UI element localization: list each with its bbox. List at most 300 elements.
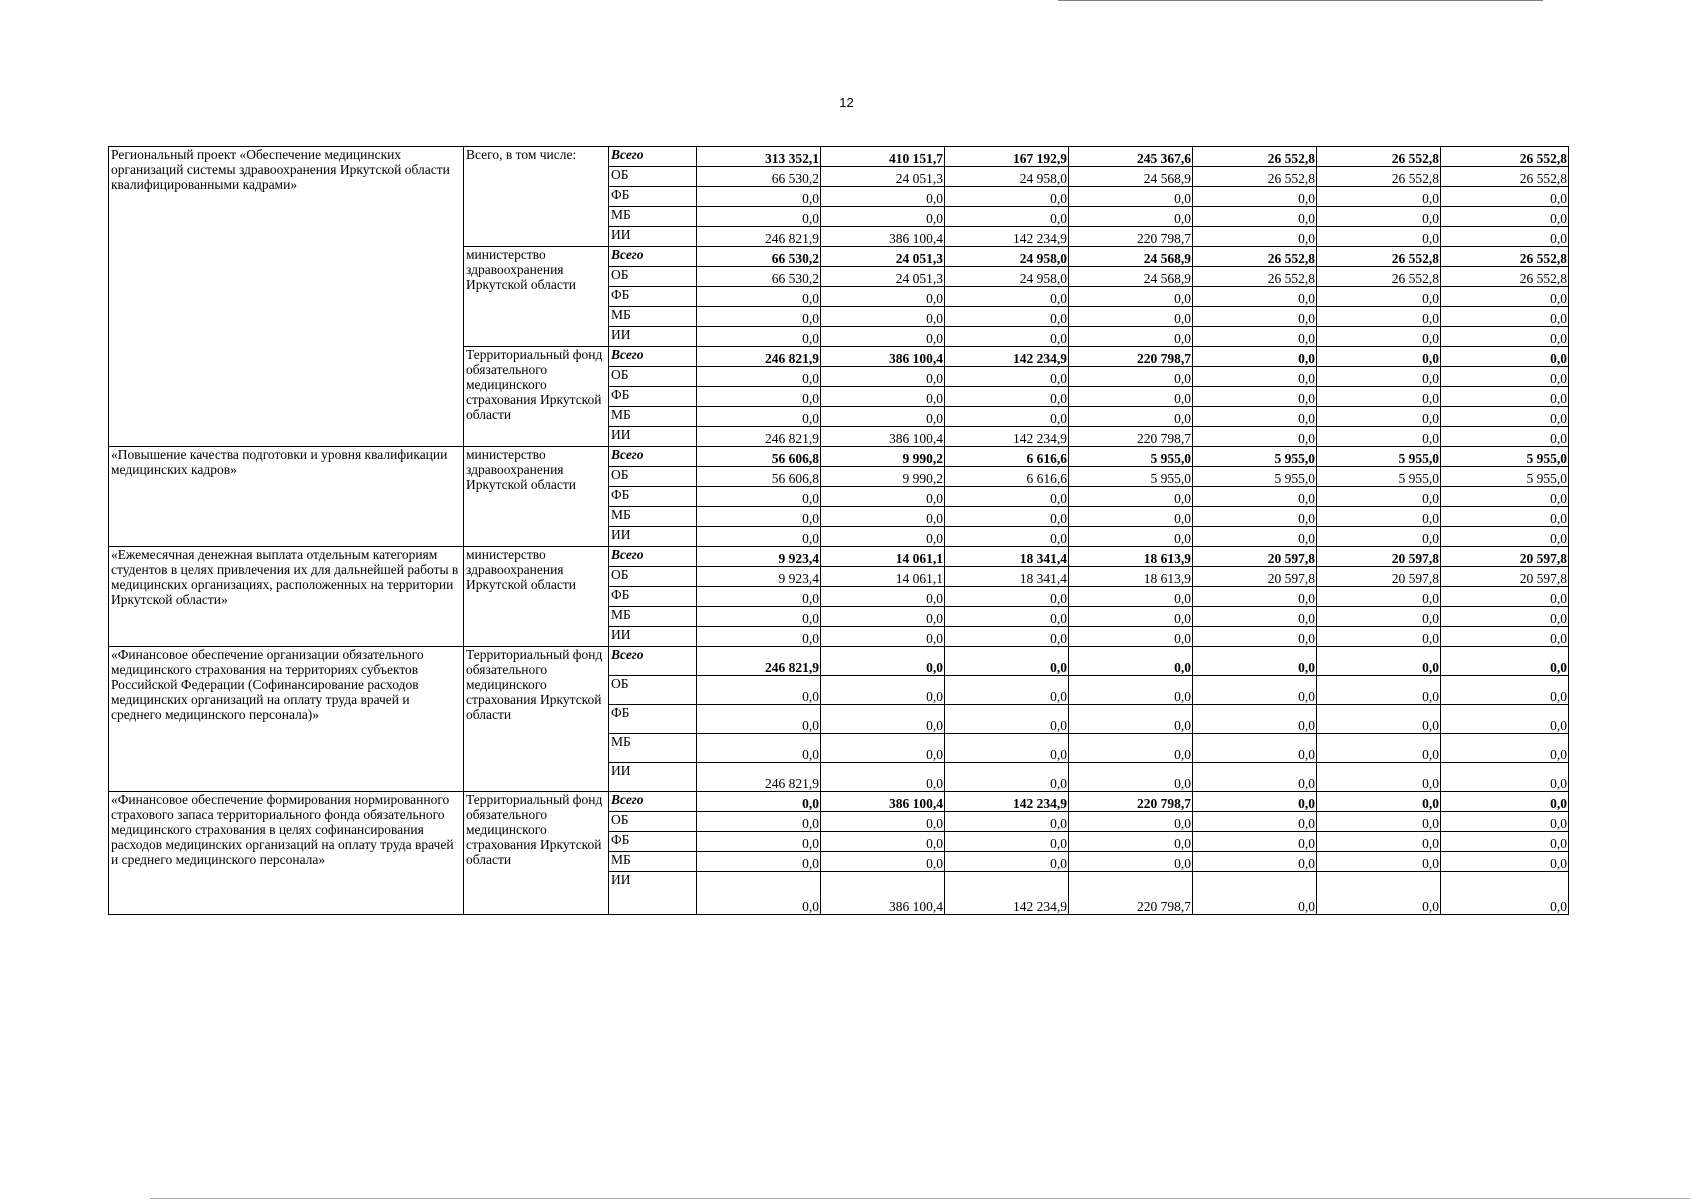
amount-cell: 24 568,9 bbox=[1069, 267, 1193, 287]
amount-cell: 0,0 bbox=[1069, 852, 1193, 872]
funding-source: ОБ bbox=[609, 676, 697, 705]
amount-cell: 0,0 bbox=[1317, 607, 1441, 627]
amount-cell: 0,0 bbox=[1193, 627, 1317, 647]
amount-cell: 0,0 bbox=[1441, 872, 1569, 915]
amount-cell: 0,0 bbox=[945, 587, 1069, 607]
amount-cell: 0,0 bbox=[1193, 507, 1317, 527]
amount-cell: 0,0 bbox=[1193, 347, 1317, 367]
amount-cell: 0,0 bbox=[1317, 207, 1441, 227]
funding-source: МБ bbox=[609, 207, 697, 227]
amount-cell: 0,0 bbox=[1193, 327, 1317, 347]
amount-cell: 0,0 bbox=[1069, 763, 1193, 792]
funding-source: ОБ bbox=[609, 812, 697, 832]
amount-cell: 0,0 bbox=[1193, 227, 1317, 247]
amount-cell: 0,0 bbox=[945, 607, 1069, 627]
amount-cell: 0,0 bbox=[1193, 427, 1317, 447]
funding-source: ИИ bbox=[609, 872, 697, 915]
amount-cell: 0,0 bbox=[821, 734, 945, 763]
amount-cell: 0,0 bbox=[1441, 227, 1569, 247]
amount-cell: 26 552,8 bbox=[1193, 147, 1317, 167]
amount-cell: 20 597,8 bbox=[1441, 547, 1569, 567]
amount-cell: 20 597,8 bbox=[1441, 567, 1569, 587]
amount-cell: 0,0 bbox=[1069, 507, 1193, 527]
amount-cell: 26 552,8 bbox=[1317, 267, 1441, 287]
amount-cell: 0,0 bbox=[1069, 327, 1193, 347]
amount-cell: 0,0 bbox=[1441, 587, 1569, 607]
funding-source: Всего bbox=[609, 447, 697, 467]
funding-source: Всего bbox=[609, 147, 697, 167]
program-name: «Повышение качества подготовки и уровня квалификации медицинских кадров» bbox=[109, 447, 464, 547]
amount-cell: 0,0 bbox=[821, 327, 945, 347]
executor-name: Территориальный фонд обязательного медицинского страхования Иркутской области bbox=[464, 347, 609, 447]
amount-cell: 0,0 bbox=[1317, 676, 1441, 705]
amount-cell: 246 821,9 bbox=[697, 427, 821, 447]
amount-cell: 142 234,9 bbox=[945, 427, 1069, 447]
amount-cell: 220 798,7 bbox=[1069, 872, 1193, 915]
amount-cell: 0,0 bbox=[945, 832, 1069, 852]
funding-source: ФБ bbox=[609, 487, 697, 507]
amount-cell: 220 798,7 bbox=[1069, 427, 1193, 447]
funding-source: МБ bbox=[609, 734, 697, 763]
funding-source: Всего bbox=[609, 792, 697, 812]
amount-cell: 0,0 bbox=[1441, 307, 1569, 327]
amount-cell: 0,0 bbox=[1069, 676, 1193, 705]
amount-cell: 66 530,2 bbox=[697, 167, 821, 187]
amount-cell: 0,0 bbox=[1317, 527, 1441, 547]
funding-source: ИИ bbox=[609, 227, 697, 247]
amount-cell: 0,0 bbox=[1193, 832, 1317, 852]
amount-cell: 0,0 bbox=[697, 367, 821, 387]
amount-cell: 0,0 bbox=[1441, 407, 1569, 427]
funding-source: ИИ bbox=[609, 627, 697, 647]
amount-cell: 0,0 bbox=[1069, 407, 1193, 427]
amount-cell: 0,0 bbox=[1069, 367, 1193, 387]
amount-cell: 0,0 bbox=[1193, 676, 1317, 705]
amount-cell: 0,0 bbox=[1441, 647, 1569, 676]
amount-cell: 0,0 bbox=[1441, 487, 1569, 507]
amount-cell: 0,0 bbox=[821, 307, 945, 327]
amount-cell: 20 597,8 bbox=[1193, 547, 1317, 567]
amount-cell: 24 051,3 bbox=[821, 267, 945, 287]
amount-cell: 0,0 bbox=[697, 852, 821, 872]
executor-name: министерство здравоохранения Иркутской области bbox=[464, 447, 609, 547]
amount-cell: 0,0 bbox=[1317, 287, 1441, 307]
amount-cell: 0,0 bbox=[697, 407, 821, 427]
funding-source: ФБ bbox=[609, 587, 697, 607]
amount-cell: 0,0 bbox=[821, 507, 945, 527]
amount-cell: 26 552,8 bbox=[1441, 147, 1569, 167]
amount-cell: 24 568,9 bbox=[1069, 167, 1193, 187]
amount-cell: 0,0 bbox=[1193, 763, 1317, 792]
amount-cell: 14 061,1 bbox=[821, 567, 945, 587]
amount-cell: 0,0 bbox=[697, 587, 821, 607]
amount-cell: 0,0 bbox=[697, 387, 821, 407]
amount-cell: 0,0 bbox=[1317, 627, 1441, 647]
funding-source: МБ bbox=[609, 507, 697, 527]
amount-cell: 0,0 bbox=[1069, 647, 1193, 676]
amount-cell: 386 100,4 bbox=[821, 347, 945, 367]
amount-cell: 0,0 bbox=[1193, 812, 1317, 832]
amount-cell: 0,0 bbox=[821, 407, 945, 427]
amount-cell: 220 798,7 bbox=[1069, 227, 1193, 247]
amount-cell: 0,0 bbox=[945, 705, 1069, 734]
amount-cell: 0,0 bbox=[1441, 367, 1569, 387]
amount-cell: 0,0 bbox=[1317, 227, 1441, 247]
amount-cell: 18 341,4 bbox=[945, 567, 1069, 587]
amount-cell: 0,0 bbox=[821, 607, 945, 627]
funding-source: Всего bbox=[609, 547, 697, 567]
amount-cell: 0,0 bbox=[697, 734, 821, 763]
amount-cell: 5 955,0 bbox=[1069, 467, 1193, 487]
funding-source: МБ bbox=[609, 852, 697, 872]
amount-cell: 0,0 bbox=[1317, 327, 1441, 347]
amount-cell: 0,0 bbox=[1069, 812, 1193, 832]
amount-cell: 0,0 bbox=[1193, 792, 1317, 812]
amount-cell: 9 923,4 bbox=[697, 547, 821, 567]
amount-cell: 0,0 bbox=[1193, 487, 1317, 507]
amount-cell: 386 100,4 bbox=[821, 227, 945, 247]
amount-cell: 0,0 bbox=[1193, 872, 1317, 915]
amount-cell: 0,0 bbox=[697, 527, 821, 547]
amount-cell: 0,0 bbox=[1317, 187, 1441, 207]
amount-cell: 0,0 bbox=[945, 387, 1069, 407]
amount-cell: 0,0 bbox=[697, 872, 821, 915]
amount-cell: 0,0 bbox=[945, 527, 1069, 547]
amount-cell: 220 798,7 bbox=[1069, 347, 1193, 367]
executor-name: министерство здравоохранения Иркутской области bbox=[464, 547, 609, 647]
amount-cell: 0,0 bbox=[1069, 307, 1193, 327]
amount-cell: 0,0 bbox=[1193, 607, 1317, 627]
amount-cell: 0,0 bbox=[945, 327, 1069, 347]
amount-cell: 0,0 bbox=[1069, 487, 1193, 507]
funding-source: ОБ bbox=[609, 367, 697, 387]
amount-cell: 0,0 bbox=[1069, 287, 1193, 307]
amount-cell: 26 552,8 bbox=[1317, 147, 1441, 167]
amount-cell: 26 552,8 bbox=[1441, 167, 1569, 187]
amount-cell: 0,0 bbox=[1441, 792, 1569, 812]
amount-cell: 0,0 bbox=[945, 627, 1069, 647]
amount-cell: 0,0 bbox=[1069, 187, 1193, 207]
amount-cell: 0,0 bbox=[1441, 187, 1569, 207]
amount-cell: 0,0 bbox=[821, 367, 945, 387]
amount-cell: 0,0 bbox=[1441, 347, 1569, 367]
amount-cell: 0,0 bbox=[1441, 527, 1569, 547]
funding-source: ФБ bbox=[609, 832, 697, 852]
amount-cell: 0,0 bbox=[1069, 607, 1193, 627]
amount-cell: 18 613,9 bbox=[1069, 567, 1193, 587]
amount-cell: 0,0 bbox=[697, 487, 821, 507]
amount-cell: 9 990,2 bbox=[821, 467, 945, 487]
amount-cell: 0,0 bbox=[1441, 327, 1569, 347]
amount-cell: 0,0 bbox=[821, 705, 945, 734]
table-row bbox=[109, 447, 1569, 467]
amount-cell: 0,0 bbox=[1069, 207, 1193, 227]
program-name: «Финансовое обеспечение формирования нормированного страхового запаса территориального фонда обязательного медицинского страхования в целях софинансирования расходов медицинских организаций на оплату труда врачей и среднего медицинского персонала» bbox=[109, 792, 464, 915]
amount-cell: 5 955,0 bbox=[1193, 447, 1317, 467]
amount-cell: 9 923,4 bbox=[697, 567, 821, 587]
amount-cell: 0,0 bbox=[1193, 367, 1317, 387]
amount-cell: 0,0 bbox=[1193, 705, 1317, 734]
amount-cell: 0,0 bbox=[697, 792, 821, 812]
amount-cell: 0,0 bbox=[1317, 852, 1441, 872]
amount-cell: 220 798,7 bbox=[1069, 792, 1193, 812]
amount-cell: 0,0 bbox=[1317, 792, 1441, 812]
amount-cell: 0,0 bbox=[821, 832, 945, 852]
amount-cell: 0,0 bbox=[1441, 734, 1569, 763]
amount-cell: 0,0 bbox=[697, 832, 821, 852]
program-name: «Финансовое обеспечение организации обязательного медицинского страхования на территориях субъектов Российской Федерации (Софинансирование расходов медицинских организаций на оплату труда врачей и среднего медицинского персонала)» bbox=[109, 647, 464, 792]
funding-source: МБ bbox=[609, 307, 697, 327]
amount-cell: 20 597,8 bbox=[1317, 567, 1441, 587]
amount-cell: 0,0 bbox=[697, 676, 821, 705]
executor-name: Территориальный фонд обязательного медицинского страхования Иркутской области bbox=[464, 792, 609, 915]
amount-cell: 0,0 bbox=[1441, 607, 1569, 627]
amount-cell: 0,0 bbox=[1193, 287, 1317, 307]
funding-source: ИИ bbox=[609, 527, 697, 547]
funding-source: ОБ bbox=[609, 567, 697, 587]
funding-source: ИИ bbox=[609, 763, 697, 792]
amount-cell: 26 552,8 bbox=[1193, 167, 1317, 187]
amount-cell: 0,0 bbox=[1441, 627, 1569, 647]
funding-source: ФБ bbox=[609, 705, 697, 734]
table-row bbox=[109, 647, 1569, 676]
amount-cell: 0,0 bbox=[945, 676, 1069, 705]
funding-source: МБ bbox=[609, 407, 697, 427]
amount-cell: 24 958,0 bbox=[945, 267, 1069, 287]
amount-cell: 0,0 bbox=[821, 287, 945, 307]
amount-cell: 0,0 bbox=[1069, 587, 1193, 607]
amount-cell: 0,0 bbox=[1193, 207, 1317, 227]
amount-cell: 0,0 bbox=[821, 812, 945, 832]
amount-cell: 14 061,1 bbox=[821, 547, 945, 567]
amount-cell: 66 530,2 bbox=[697, 267, 821, 287]
budget-table bbox=[108, 146, 1569, 915]
amount-cell: 0,0 bbox=[1193, 587, 1317, 607]
amount-cell: 142 234,9 bbox=[945, 347, 1069, 367]
amount-cell: 18 341,4 bbox=[945, 547, 1069, 567]
funding-source: ОБ bbox=[609, 167, 697, 187]
amount-cell: 26 552,8 bbox=[1441, 267, 1569, 287]
amount-cell: 26 552,8 bbox=[1317, 167, 1441, 187]
amount-cell: 0,0 bbox=[821, 527, 945, 547]
amount-cell: 0,0 bbox=[697, 287, 821, 307]
amount-cell: 20 597,8 bbox=[1317, 547, 1441, 567]
amount-cell: 0,0 bbox=[945, 187, 1069, 207]
amount-cell: 26 552,8 bbox=[1193, 267, 1317, 287]
amount-cell: 246 821,9 bbox=[697, 347, 821, 367]
amount-cell: 0,0 bbox=[821, 763, 945, 792]
amount-cell: 6 616,6 bbox=[945, 447, 1069, 467]
amount-cell: 0,0 bbox=[1441, 763, 1569, 792]
amount-cell: 0,0 bbox=[697, 627, 821, 647]
amount-cell: 0,0 bbox=[697, 187, 821, 207]
amount-cell: 0,0 bbox=[821, 676, 945, 705]
amount-cell: 0,0 bbox=[945, 852, 1069, 872]
amount-cell: 0,0 bbox=[1441, 387, 1569, 407]
amount-cell: 0,0 bbox=[945, 487, 1069, 507]
amount-cell: 5 955,0 bbox=[1069, 447, 1193, 467]
amount-cell: 0,0 bbox=[1193, 527, 1317, 547]
program-name: «Ежемесячная денежная выплата отдельным категориям студентов в целях привлечения их для дальнейшей работы в медицинских организациях, расположенных на территории Иркутской области» bbox=[109, 547, 464, 647]
amount-cell: 0,0 bbox=[1317, 487, 1441, 507]
amount-cell: 20 597,8 bbox=[1193, 567, 1317, 587]
executor-name: Территориальный фонд обязательного медицинского страхования Иркутской области bbox=[464, 647, 609, 792]
amount-cell: 5 955,0 bbox=[1441, 447, 1569, 467]
amount-cell: 0,0 bbox=[1317, 872, 1441, 915]
amount-cell: 0,0 bbox=[1441, 832, 1569, 852]
amount-cell: 0,0 bbox=[1317, 763, 1441, 792]
funding-source: ФБ bbox=[609, 187, 697, 207]
amount-cell: 0,0 bbox=[1441, 427, 1569, 447]
amount-cell: 0,0 bbox=[1193, 407, 1317, 427]
amount-cell: 167 192,9 bbox=[945, 147, 1069, 167]
amount-cell: 142 234,9 bbox=[945, 227, 1069, 247]
table-row bbox=[109, 792, 1569, 812]
amount-cell: 0,0 bbox=[1193, 387, 1317, 407]
amount-cell: 0,0 bbox=[1317, 347, 1441, 367]
amount-cell: 245 367,6 bbox=[1069, 147, 1193, 167]
amount-cell: 26 552,8 bbox=[1193, 247, 1317, 267]
table-row bbox=[109, 147, 1569, 167]
amount-cell: 0,0 bbox=[1317, 705, 1441, 734]
amount-cell: 246 821,9 bbox=[697, 227, 821, 247]
amount-cell: 0,0 bbox=[1317, 407, 1441, 427]
amount-cell: 0,0 bbox=[821, 207, 945, 227]
amount-cell: 0,0 bbox=[1069, 705, 1193, 734]
amount-cell: 9 990,2 bbox=[821, 447, 945, 467]
amount-cell: 0,0 bbox=[945, 287, 1069, 307]
amount-cell: 0,0 bbox=[1193, 187, 1317, 207]
table-row bbox=[109, 547, 1569, 567]
amount-cell: 26 552,8 bbox=[1441, 247, 1569, 267]
amount-cell: 24 051,3 bbox=[821, 167, 945, 187]
amount-cell: 0,0 bbox=[821, 587, 945, 607]
amount-cell: 0,0 bbox=[1193, 647, 1317, 676]
amount-cell: 0,0 bbox=[945, 367, 1069, 387]
amount-cell: 0,0 bbox=[1441, 207, 1569, 227]
amount-cell: 0,0 bbox=[1317, 307, 1441, 327]
amount-cell: 24 051,3 bbox=[821, 247, 945, 267]
amount-cell: 6 616,6 bbox=[945, 467, 1069, 487]
amount-cell: 0,0 bbox=[697, 327, 821, 347]
amount-cell: 0,0 bbox=[1069, 627, 1193, 647]
amount-cell: 0,0 bbox=[1317, 507, 1441, 527]
amount-cell: 0,0 bbox=[945, 307, 1069, 327]
amount-cell: 0,0 bbox=[1317, 734, 1441, 763]
amount-cell: 0,0 bbox=[1193, 307, 1317, 327]
amount-cell: 0,0 bbox=[1441, 676, 1569, 705]
amount-cell: 0,0 bbox=[697, 607, 821, 627]
amount-cell: 0,0 bbox=[697, 812, 821, 832]
funding-source: Всего bbox=[609, 647, 697, 676]
amount-cell: 0,0 bbox=[1193, 734, 1317, 763]
funding-source: ФБ bbox=[609, 387, 697, 407]
amount-cell: 0,0 bbox=[1069, 527, 1193, 547]
amount-cell: 24 958,0 bbox=[945, 247, 1069, 267]
amount-cell: 0,0 bbox=[1193, 852, 1317, 872]
amount-cell: 0,0 bbox=[697, 307, 821, 327]
amount-cell: 24 568,9 bbox=[1069, 247, 1193, 267]
funding-source: Всего bbox=[609, 347, 697, 367]
amount-cell: 5 955,0 bbox=[1317, 447, 1441, 467]
funding-source: Всего bbox=[609, 247, 697, 267]
funding-source: ОБ bbox=[609, 267, 697, 287]
amount-cell: 0,0 bbox=[945, 647, 1069, 676]
amount-cell: 56 606,8 bbox=[697, 467, 821, 487]
amount-cell: 5 955,0 bbox=[1317, 467, 1441, 487]
amount-cell: 0,0 bbox=[1317, 587, 1441, 607]
amount-cell: 0,0 bbox=[1441, 812, 1569, 832]
amount-cell: 246 821,9 bbox=[697, 763, 821, 792]
executor-name: Всего, в том числе: bbox=[464, 147, 609, 247]
scan-edge-bottom bbox=[150, 1198, 1690, 1199]
amount-cell: 0,0 bbox=[1441, 287, 1569, 307]
amount-cell: 0,0 bbox=[945, 763, 1069, 792]
amount-cell: 0,0 bbox=[1069, 734, 1193, 763]
funding-source: ОБ bbox=[609, 467, 697, 487]
executor-name: министерство здравоохранения Иркутской области bbox=[464, 247, 609, 347]
amount-cell: 0,0 bbox=[945, 734, 1069, 763]
amount-cell: 56 606,8 bbox=[697, 447, 821, 467]
table-body bbox=[109, 147, 1569, 915]
funding-source: МБ bbox=[609, 607, 697, 627]
amount-cell: 0,0 bbox=[1317, 812, 1441, 832]
funding-source: ИИ bbox=[609, 427, 697, 447]
amount-cell: 0,0 bbox=[1441, 507, 1569, 527]
amount-cell: 386 100,4 bbox=[821, 427, 945, 447]
amount-cell: 0,0 bbox=[821, 487, 945, 507]
amount-cell: 66 530,2 bbox=[697, 247, 821, 267]
amount-cell: 0,0 bbox=[1317, 367, 1441, 387]
amount-cell: 313 352,1 bbox=[697, 147, 821, 167]
amount-cell: 0,0 bbox=[1317, 387, 1441, 407]
amount-cell: 0,0 bbox=[821, 852, 945, 872]
amount-cell: 0,0 bbox=[1069, 387, 1193, 407]
amount-cell: 246 821,9 bbox=[697, 647, 821, 676]
amount-cell: 24 958,0 bbox=[945, 167, 1069, 187]
amount-cell: 0,0 bbox=[821, 187, 945, 207]
amount-cell: 386 100,4 bbox=[821, 792, 945, 812]
amount-cell: 0,0 bbox=[945, 507, 1069, 527]
program-name: Региональный проект «Обеспечение медицинских организаций системы здравоохранения Иркутской области квалифицированными кадрами» bbox=[109, 147, 464, 447]
amount-cell: 142 234,9 bbox=[945, 792, 1069, 812]
amount-cell: 0,0 bbox=[697, 705, 821, 734]
amount-cell: 0,0 bbox=[1317, 647, 1441, 676]
funding-source: ФБ bbox=[609, 287, 697, 307]
amount-cell: 0,0 bbox=[1317, 832, 1441, 852]
amount-cell: 0,0 bbox=[821, 627, 945, 647]
amount-cell: 0,0 bbox=[697, 507, 821, 527]
amount-cell: 0,0 bbox=[1441, 705, 1569, 734]
amount-cell: 0,0 bbox=[1317, 427, 1441, 447]
funding-source: ИИ bbox=[609, 327, 697, 347]
amount-cell: 0,0 bbox=[945, 812, 1069, 832]
amount-cell: 0,0 bbox=[821, 647, 945, 676]
amount-cell: 5 955,0 bbox=[1441, 467, 1569, 487]
amount-cell: 5 955,0 bbox=[1193, 467, 1317, 487]
amount-cell: 18 613,9 bbox=[1069, 547, 1193, 567]
amount-cell: 410 151,7 bbox=[821, 147, 945, 167]
page-number: 12 bbox=[839, 95, 854, 110]
amount-cell: 26 552,8 bbox=[1317, 247, 1441, 267]
amount-cell: 0,0 bbox=[945, 207, 1069, 227]
amount-cell: 0,0 bbox=[1441, 852, 1569, 872]
amount-cell: 0,0 bbox=[697, 207, 821, 227]
scan-edge-top bbox=[1058, 0, 1543, 1]
amount-cell: 0,0 bbox=[821, 387, 945, 407]
amount-cell: 0,0 bbox=[1069, 832, 1193, 852]
amount-cell: 142 234,9 bbox=[945, 872, 1069, 915]
